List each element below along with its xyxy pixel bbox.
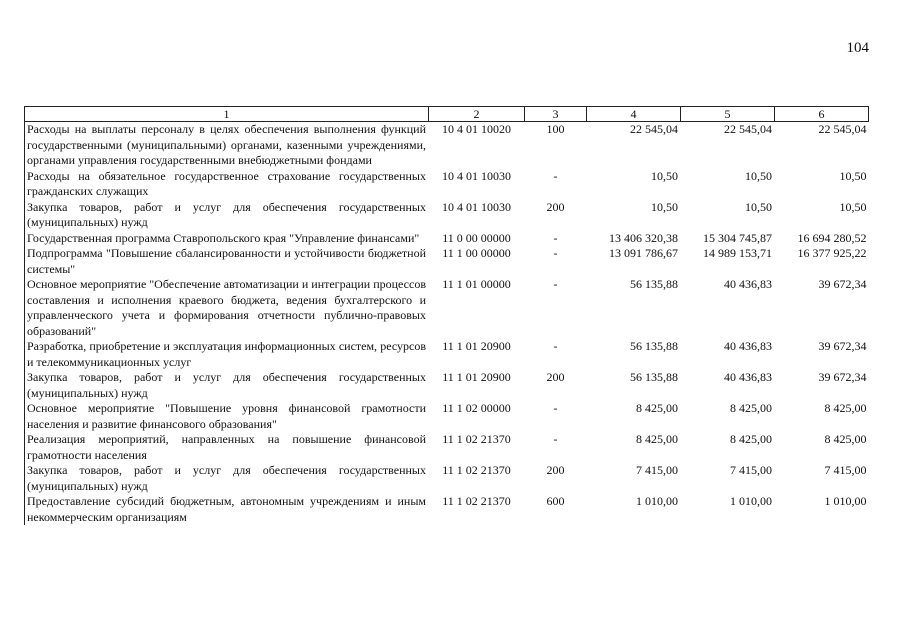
row-value-1: 13 091 786,67 <box>609 246 678 260</box>
row-expense-group: 100 <box>546 122 565 136</box>
row-value-2: 10,50 <box>745 199 772 214</box>
row-value-1: 56 135,88 <box>630 339 678 353</box>
row-name: Реализация мероприятий, направленных на повышение финансовой грамотности населения <box>25 432 429 463</box>
row-value-2: 40 436,83 <box>724 339 772 353</box>
table-row <box>25 370 869 401</box>
row-value-3: 39 672,34 <box>818 339 867 353</box>
row-target-code: 11 1 02 21370 <box>442 494 511 508</box>
row-value-3: 22 545,04 <box>818 122 867 136</box>
header-col-5: 5 <box>681 107 775 122</box>
row-name: Расходы на выплаты персоналу в целях обеспечения выполнения функций государственными (муниципальными) органами, казенными учреждениями, органами управления государственными внебюджетными фондами <box>25 122 429 169</box>
row-expense-group: - <box>553 277 558 291</box>
row-value-2: 8 425,00 <box>730 401 772 415</box>
row-expense-group: - <box>553 401 558 415</box>
row-expense-group: - <box>553 168 558 183</box>
row-value-3: 16 694 280,52 <box>797 230 867 245</box>
row-expense-group: - <box>553 339 558 353</box>
page-number: 104 <box>846 40 869 56</box>
row-target-code: 10 4 01 10030 <box>442 168 511 183</box>
row-value-3: 39 672,34 <box>818 370 867 384</box>
row-value-1: 7 415,00 <box>636 463 678 477</box>
row-expense-group: - <box>553 230 558 245</box>
row-value-2: 14 989 153,71 <box>703 246 772 260</box>
budget-table <box>24 106 869 525</box>
row-value-1: 8 425,00 <box>636 432 678 446</box>
row-value-3: 8 425,00 <box>824 432 867 446</box>
row-target-code: 11 1 01 20900 <box>442 339 511 353</box>
row-target-code: 11 1 02 21370 <box>442 432 511 446</box>
header-col-4: 4 <box>587 107 681 122</box>
row-value-2: 8 425,00 <box>730 432 772 446</box>
row-name: Закупка товаров, работ и услуг для обеспечения государственных (муниципальных) нужд <box>25 463 429 494</box>
header-col-3: 3 <box>525 107 587 122</box>
row-expense-group: - <box>553 432 558 446</box>
row-value-1: 56 135,88 <box>630 370 678 384</box>
row-name: Закупка товаров, работ и услуг для обеспечения государственных (муниципальных) нужд <box>25 370 429 401</box>
row-name: Разработка, приобретение и эксплуатация информационных систем, ресурсов и телекоммуникационных услуг <box>25 339 429 370</box>
table-row <box>25 432 869 463</box>
row-value-3: 1 010,00 <box>824 494 867 508</box>
table-row <box>25 200 869 231</box>
header-col-1: 1 <box>25 107 429 122</box>
row-name: Закупка товаров, работ и услуг для обеспечения государственных (муниципальных) нужд <box>25 200 429 231</box>
table-body <box>25 122 869 526</box>
row-value-2: 1 010,00 <box>730 494 772 508</box>
row-value-2: 40 436,83 <box>724 370 772 384</box>
row-value-3: 10,50 <box>839 168 867 183</box>
row-target-code: 11 1 00 00000 <box>442 246 511 260</box>
table-row <box>25 231 869 247</box>
row-expense-group: 600 <box>546 494 565 508</box>
row-name: Государственная программа Ставропольского края "Управление финансами" <box>25 231 429 247</box>
header-col-6: 6 <box>775 107 869 122</box>
row-target-code: 11 1 01 00000 <box>442 277 511 291</box>
row-value-1: 10,50 <box>651 168 678 183</box>
row-expense-group: 200 <box>546 463 565 477</box>
row-target-code: 11 1 01 20900 <box>442 370 511 384</box>
row-target-code: 11 1 02 00000 <box>442 401 511 415</box>
table-row <box>25 122 869 169</box>
table-row <box>25 339 869 370</box>
table-row <box>25 463 869 494</box>
row-value-3: 8 425,00 <box>824 401 867 415</box>
table-row <box>25 277 869 339</box>
row-name: Подпрограмма "Повышение сбалансированности и устойчивости бюджетной системы" <box>25 246 429 277</box>
row-target-code: 11 1 02 21370 <box>442 463 511 477</box>
row-name: Основное мероприятие "Повышение уровня финансовой грамотности населения и развитие финансового образования" <box>25 401 429 432</box>
row-value-2: 40 436,83 <box>724 277 772 291</box>
row-value-3: 39 672,34 <box>818 277 867 291</box>
row-target-code: 11 0 00 00000 <box>442 230 511 245</box>
row-value-1: 13 406 320,38 <box>609 230 678 245</box>
row-value-1: 22 545,04 <box>630 122 678 136</box>
table-row <box>25 401 869 432</box>
header-col-2: 2 <box>429 107 525 122</box>
row-expense-group: 200 <box>546 370 565 384</box>
row-value-1: 56 135,88 <box>630 277 678 291</box>
row-value-2: 15 304 745,87 <box>703 230 772 245</box>
row-value-3: 16 377 925,22 <box>797 246 867 260</box>
row-expense-group: 200 <box>546 199 565 214</box>
row-value-2: 10,50 <box>745 168 772 183</box>
row-value-2: 7 415,00 <box>730 463 772 477</box>
table-row <box>25 246 869 277</box>
row-value-1: 8 425,00 <box>636 401 678 415</box>
row-name: Основное мероприятие "Обеспечение автоматизации и интеграции процессов составления и исполнения краевого бюджета, ведения бухгалтерского и управленческого учета и формирования отчетности публично-правовых образований" <box>25 277 429 339</box>
table-row <box>25 494 869 525</box>
row-name: Предоставление субсидий бюджетным, автономным учреждениям и иным некоммерческим организациям <box>25 494 429 525</box>
table-row <box>25 169 869 200</box>
row-expense-group: - <box>553 246 558 260</box>
table-header <box>25 107 869 122</box>
row-value-3: 10,50 <box>839 199 867 214</box>
row-value-3: 7 415,00 <box>824 463 867 477</box>
row-name: Расходы на обязательное государственное страхование государственных гражданских служащих <box>25 169 429 200</box>
row-target-code: 10 4 01 10030 <box>442 199 511 214</box>
row-value-1: 10,50 <box>651 199 678 214</box>
row-value-2: 22 545,04 <box>724 122 772 136</box>
row-target-code: 10 4 01 10020 <box>442 122 511 136</box>
row-value-1: 1 010,00 <box>636 494 678 508</box>
header-row <box>25 107 869 122</box>
